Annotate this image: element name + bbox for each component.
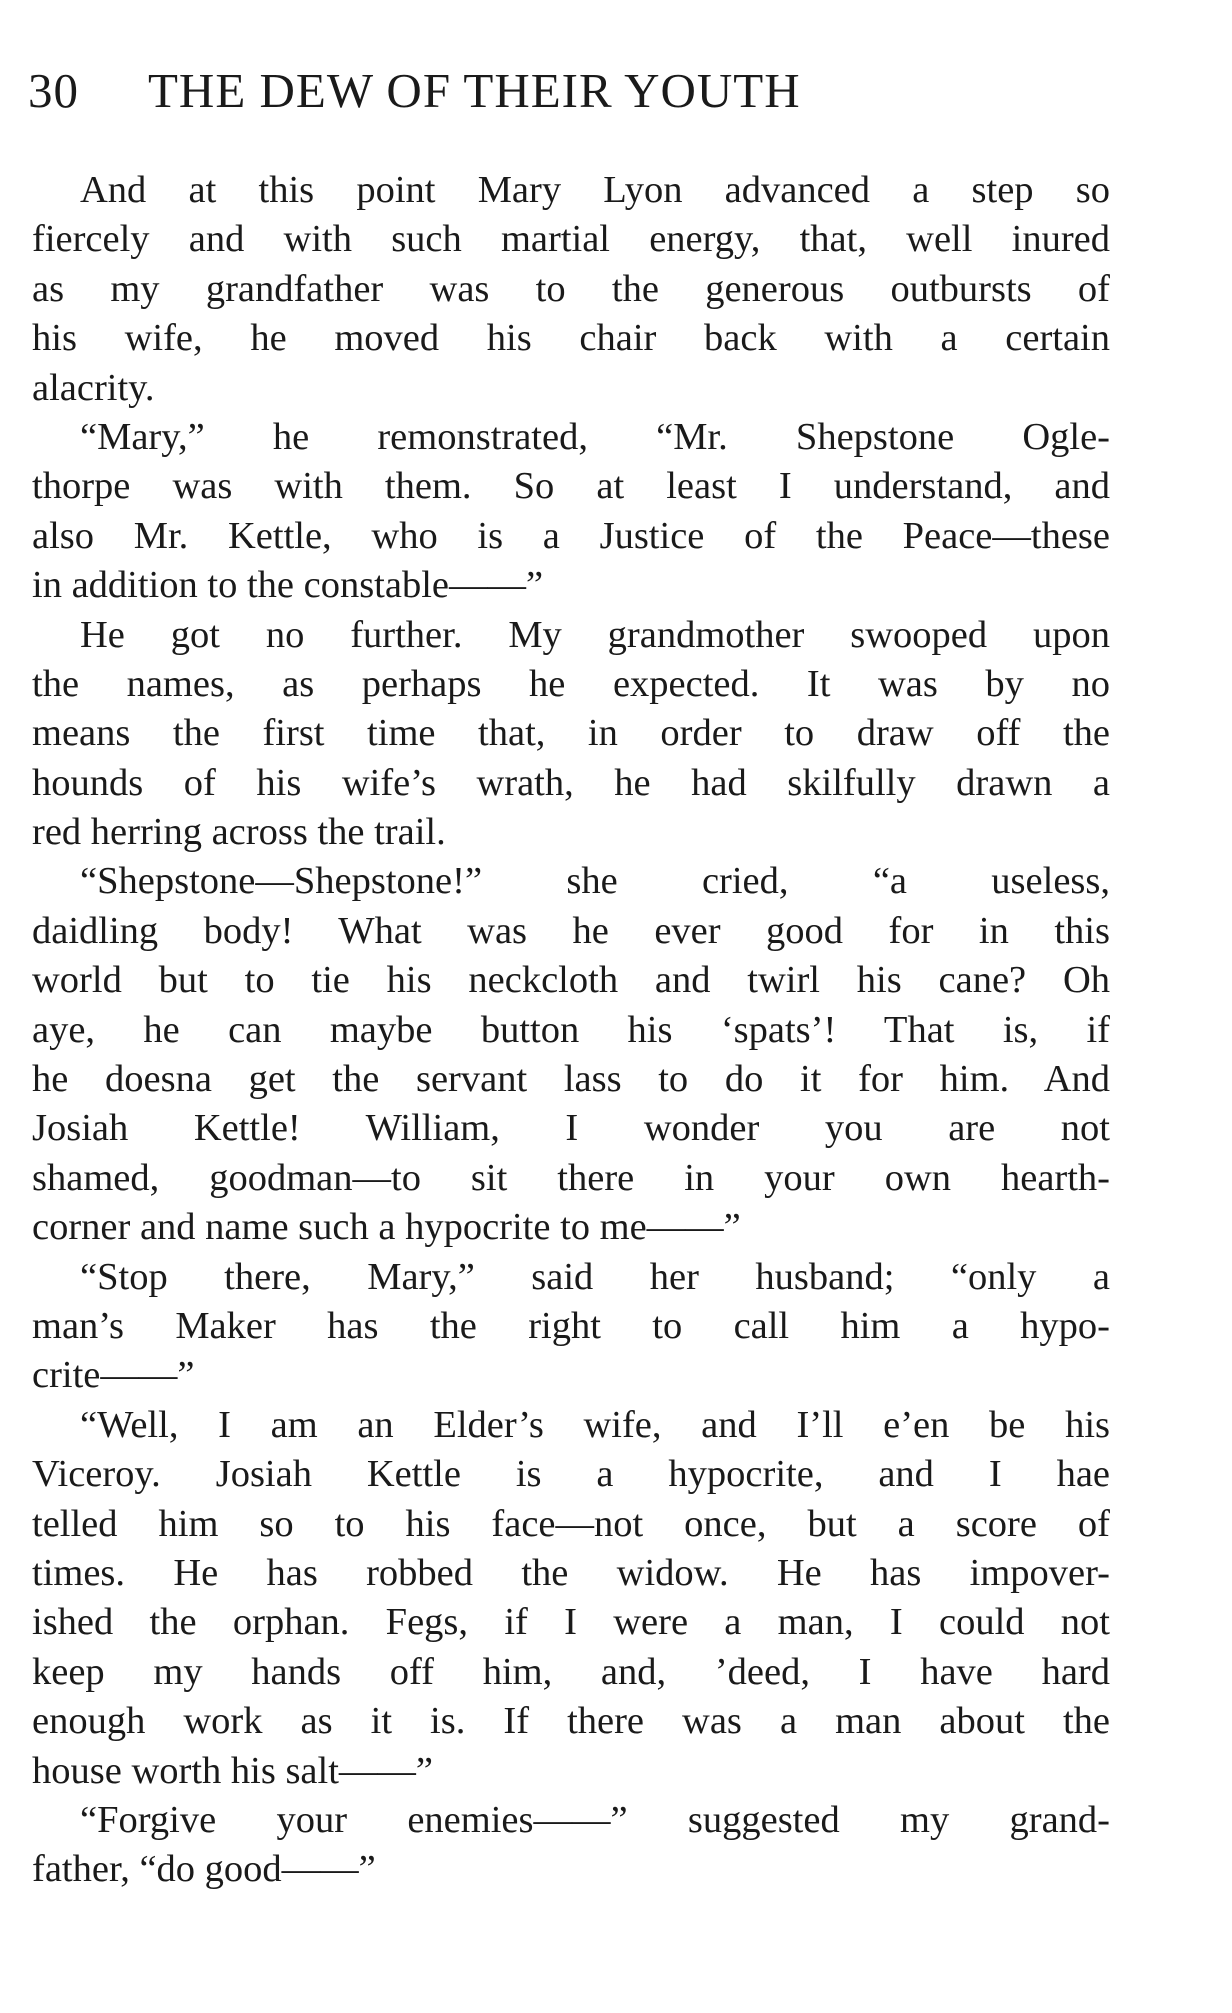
text-line: “Mary,” he remonstrated, “Mr. Shepstone Ogle- bbox=[80, 415, 1110, 458]
running-title: THE DEW OF THEIR YOUTH bbox=[148, 63, 801, 118]
text-line: ished the orphan. Fegs, if I were a man, I could not bbox=[32, 1601, 1110, 1644]
text-line: corner and name such a hypocrite to me——” bbox=[32, 1206, 741, 1249]
text-line: his wife, he moved his chair back with a certain bbox=[32, 317, 1110, 360]
text-line: he doesna get the servant lass to do it for him. And bbox=[32, 1058, 1110, 1101]
text-line: Viceroy. Josiah Kettle is a hypocrite, and I hae bbox=[32, 1453, 1110, 1496]
text-line: also Mr. Kettle, who is a Justice of the Peace—these bbox=[32, 514, 1110, 557]
text-line: crite——” bbox=[32, 1354, 195, 1397]
text-line: times. He has robbed the widow. He has impover- bbox=[32, 1551, 1110, 1594]
text-line: alacrity. bbox=[32, 366, 155, 409]
text-line: hounds of his wife’s wrath, he had skilfully drawn a bbox=[32, 761, 1110, 804]
text-line: “Shepstone—Shepstone!” she cried, “a useless, bbox=[80, 860, 1110, 903]
text-line: “Forgive your enemies——” suggested my grand- bbox=[80, 1798, 1110, 1841]
page-header bbox=[28, 62, 1128, 132]
text-line: And at this point Mary Lyon advanced a step so bbox=[80, 169, 1110, 211]
text-line: enough work as it is. If there was a man about the bbox=[32, 1700, 1110, 1743]
text-line: world but to tie his neckcloth and twirl his cane? Oh bbox=[32, 959, 1110, 1002]
text-line: daidling body! What was he ever good for in this bbox=[32, 909, 1110, 952]
body-text bbox=[32, 166, 1110, 1895]
text-line: as my grandfather was to the generous outbursts of bbox=[32, 267, 1110, 310]
text-line: “Well, I am an Elder’s wife, and I’ll e’en be his bbox=[80, 1403, 1110, 1446]
text-line: shamed, goodman—to sit there in your own hearth- bbox=[32, 1156, 1110, 1199]
text-line: telled him so to his face—not once, but a score of bbox=[32, 1502, 1110, 1545]
text-line: Josiah Kettle! William, I wonder you are not bbox=[32, 1107, 1110, 1150]
text-line: the names, as perhaps he expected. It was by no bbox=[32, 662, 1110, 705]
text-line: thorpe was with them. So at least I understand, and bbox=[32, 465, 1110, 508]
text-line: father, “do good——” bbox=[32, 1848, 376, 1891]
text-line: means the first time that, in order to draw off the bbox=[32, 712, 1110, 755]
page-number: 30 bbox=[28, 63, 79, 118]
text-line: fiercely and with such martial energy, that, well inured bbox=[32, 218, 1110, 261]
text-line: “Stop there, Mary,” said her husband; “only a bbox=[80, 1255, 1110, 1298]
text-line: keep my hands off him, and, ’deed, I have hard bbox=[32, 1650, 1110, 1693]
text-line: He got no further. My grandmother swooped upon bbox=[80, 613, 1110, 656]
text-line: red herring across the trail. bbox=[32, 811, 446, 854]
text-line: in addition to the constable——” bbox=[32, 564, 544, 607]
text-line: house worth his salt——” bbox=[32, 1749, 433, 1792]
text-line: aye, he can maybe button his ‘spats’! That is, if bbox=[32, 1008, 1110, 1051]
text-line: man’s Maker has the right to call him a hypo- bbox=[32, 1304, 1110, 1347]
